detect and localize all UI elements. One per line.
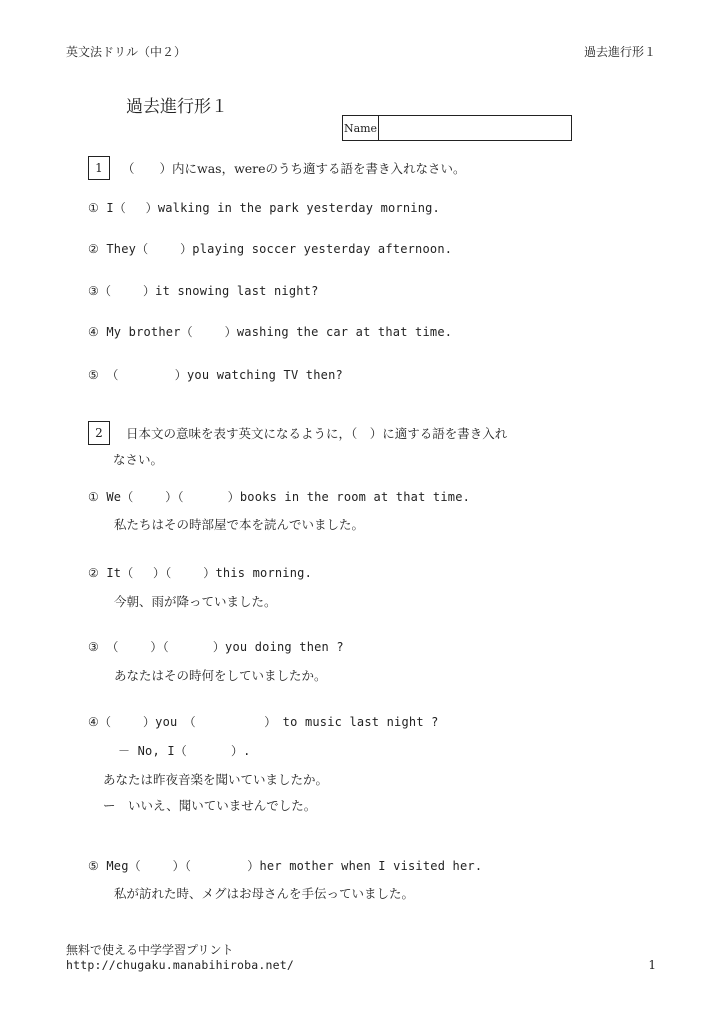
s2-item-5-ja: 私が訪れた時、メグはお母さんを手伝っていました。	[114, 886, 415, 901]
s2-item-2-ja: 今朝、雨が降っていました。	[114, 594, 277, 609]
s2-item-4-ja2: ー いいえ、聞いていませんでした。	[103, 798, 317, 813]
section1-number: 1	[88, 156, 110, 180]
s1-item-5: ⑤ （ ）you watching TV then?	[88, 368, 343, 382]
s2-item-1-ja: 私たちはその時部屋で本を読んでいました。	[114, 517, 365, 532]
s2-item-4-en2: － No, I（ ）.	[118, 744, 251, 758]
page-number: 1	[648, 958, 656, 972]
name-label: Name	[343, 116, 379, 140]
s1-item-1: ① I（ ）walking in the park yesterday morning.	[88, 201, 440, 215]
header-right: 過去進行形１	[583, 45, 656, 59]
footer-line1: 無料で使える中学学習プリント	[66, 943, 234, 957]
page-title: 過去進行形１	[126, 97, 228, 117]
header-left: 英文法ドリル（中２）	[66, 45, 187, 59]
name-field[interactable]	[379, 116, 571, 140]
footer-url[interactable]: http://chugaku.manabihiroba.net/	[66, 958, 294, 972]
name-box	[342, 115, 572, 141]
s1-item-3: ③（ ）it snowing last night?	[88, 284, 319, 298]
section2-number: 2	[88, 421, 110, 445]
s1-item-2: ② They（ ）playing soccer yesterday afternoon.	[88, 242, 453, 256]
s2-item-1-en: ① We（ ）（ ）books in the room at that time.	[88, 490, 471, 504]
s2-item-5-en: ⑤ Meg（ ）（ ）her mother when I visited her.	[88, 859, 483, 873]
s2-item-3-en: ③ （ ）（ ）you doing then ?	[88, 640, 344, 654]
section1-instruction: （ ）内にwas，wereのうち適する語を書き入れなさい。	[122, 161, 466, 176]
s2-item-4-en: ④（ ）you （ ） to music last night ?	[88, 715, 439, 729]
section2-instruction-line1: 日本文の意味を表す英文になるように，（ ）に適する語を書き入れ	[126, 426, 508, 441]
s2-item-3-ja: あなたはその時何をしていましたか。	[114, 668, 327, 683]
s2-item-4-ja: あなたは昨夜音楽を聞いていましたか。	[103, 772, 329, 787]
s1-item-4: ④ My brother（ ）washing the car at that time.	[88, 325, 453, 339]
section2-instruction-line2: なさい。	[113, 452, 164, 467]
s2-item-2-en: ② It（ ）（ ）this morning.	[88, 566, 313, 580]
